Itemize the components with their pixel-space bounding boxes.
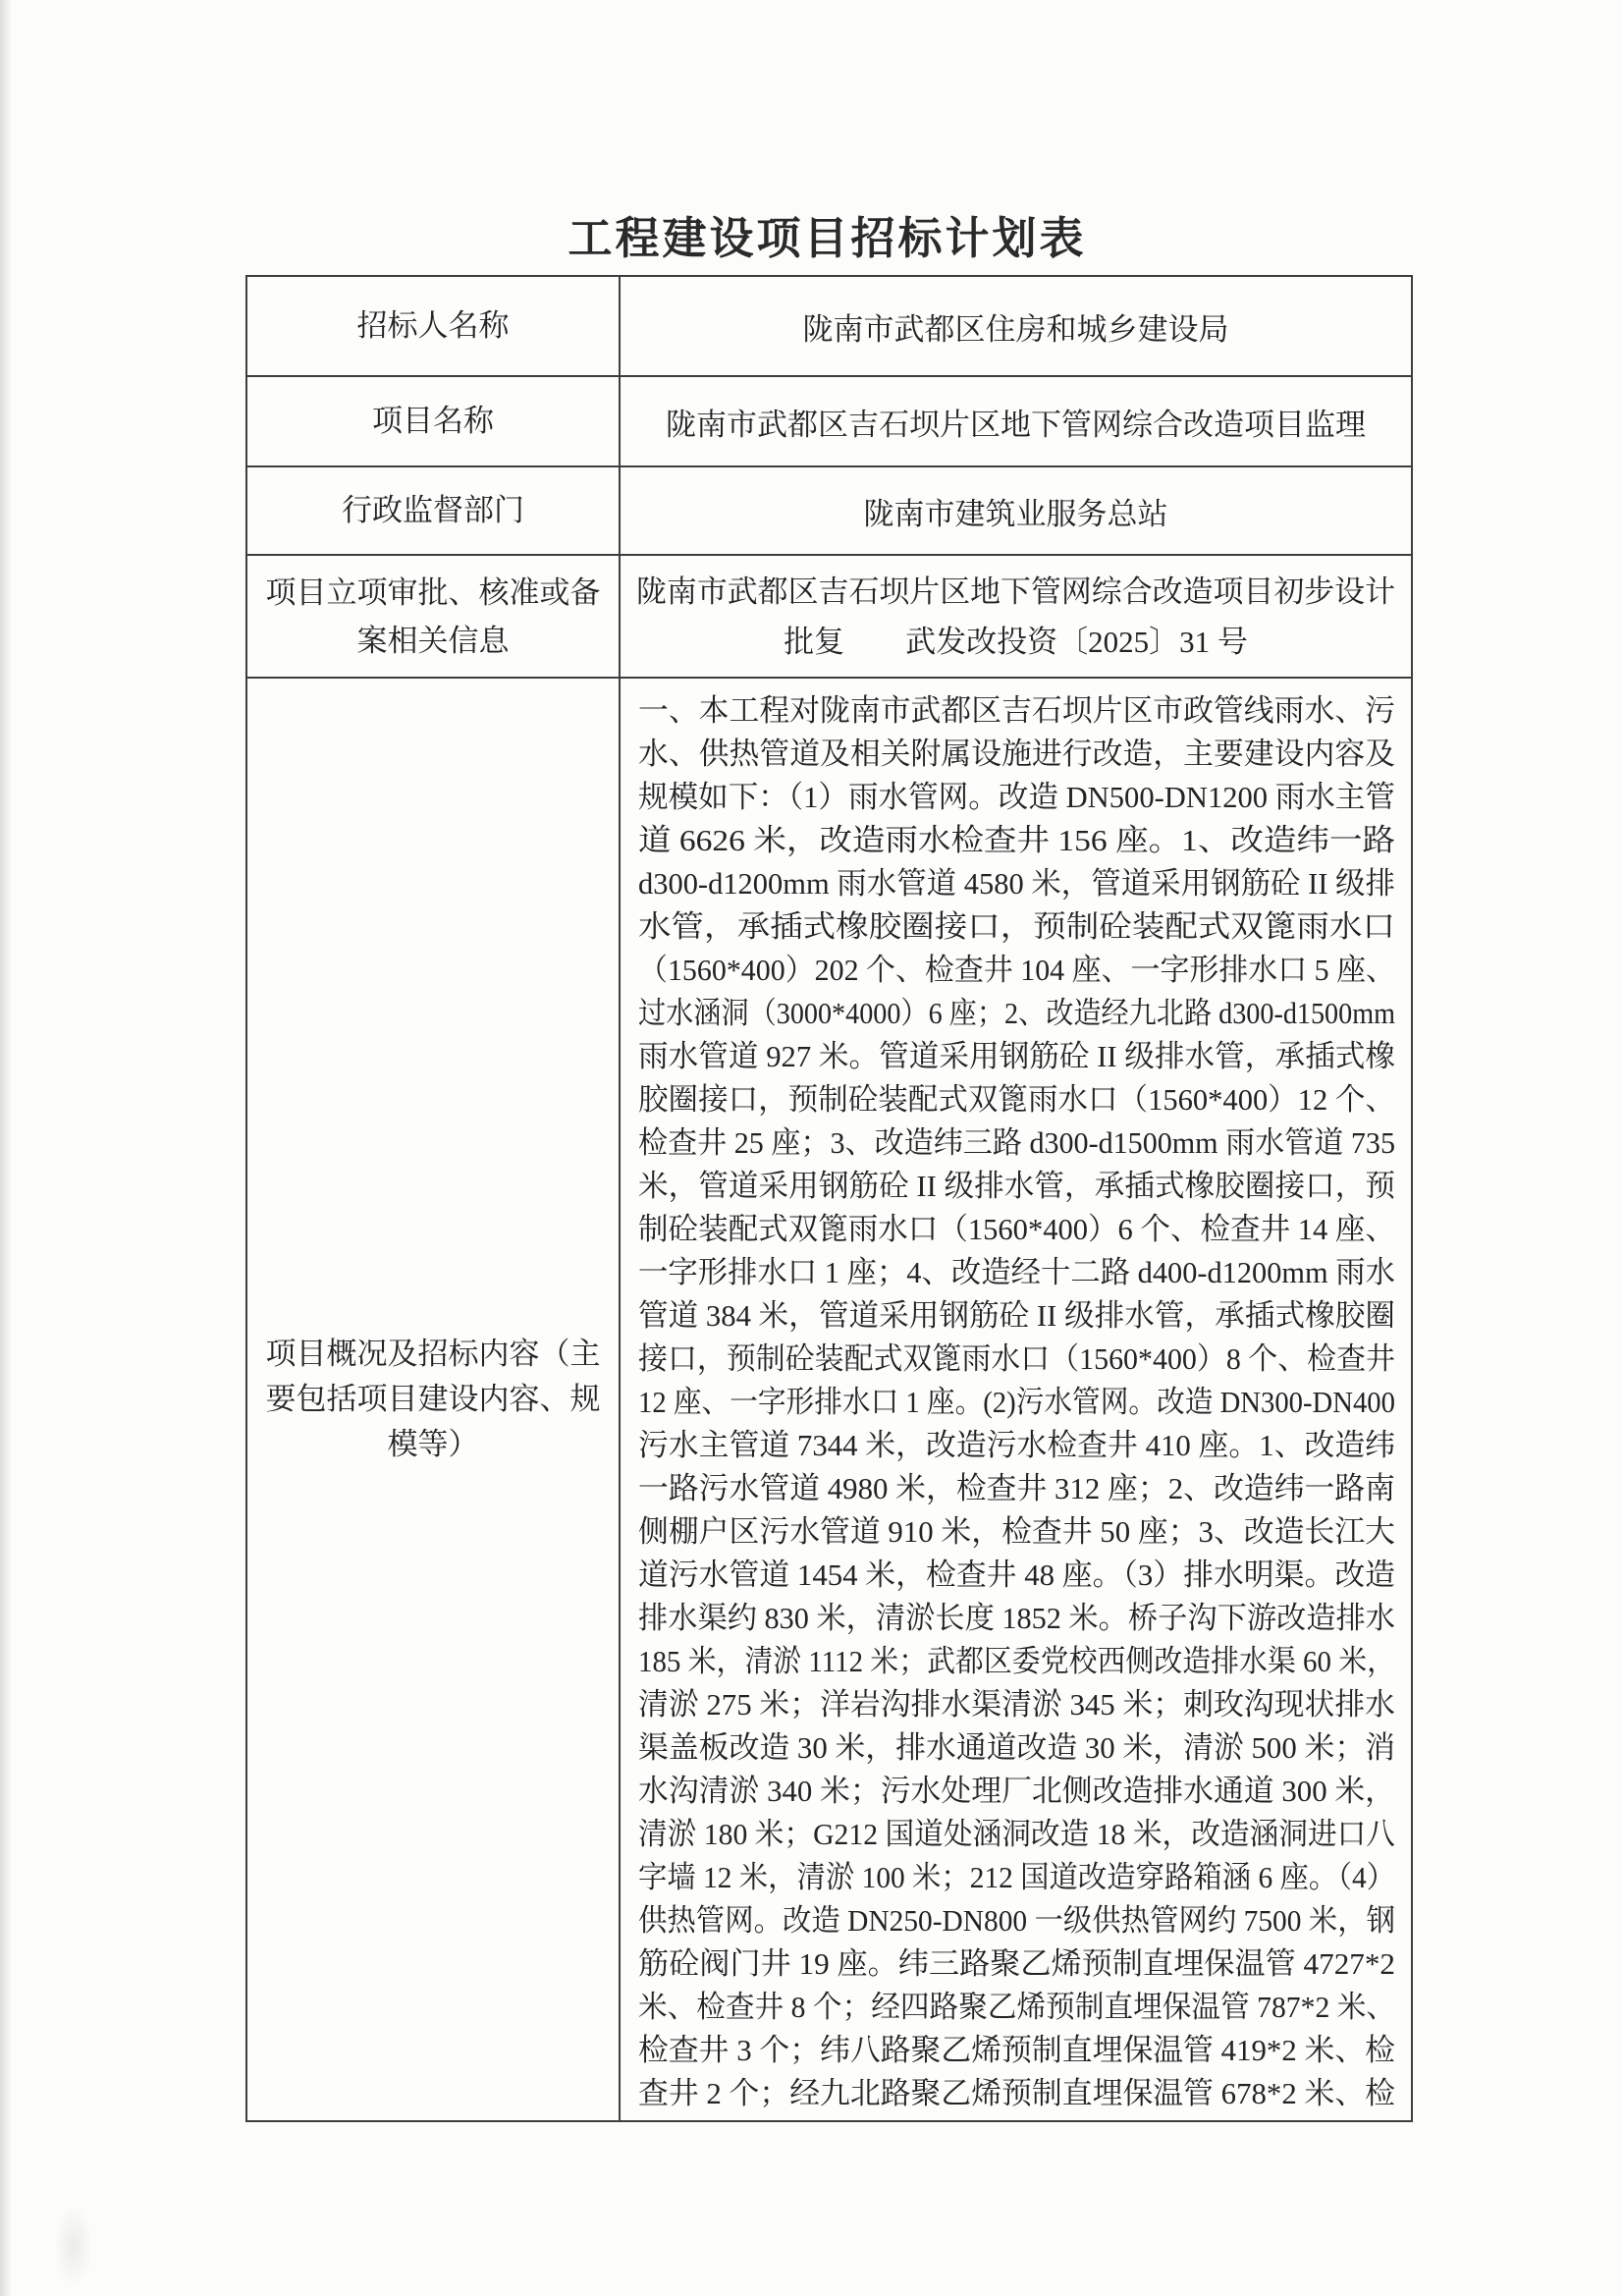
paragraph-line: 米，管道采用钢筋砼 II 级排水管，承插式橡胶圈接口，预 [638, 1169, 1395, 1203]
bidding-plan-table [245, 275, 1413, 2122]
project-overview-text [621, 679, 1411, 2120]
paragraph-line: 一路污水管道 4980 米，检查井 312 座；2、改造纬一路南 [638, 1471, 1395, 1505]
paragraph-line: 筋砼阀门井 19 座。纬三路聚乙烯预制直埋保温管 4727*2 [638, 1946, 1395, 1981]
paragraph-line: 管道 384 米，管道采用钢筋砼 II 级排水管，承插式橡胶圈 [638, 1298, 1395, 1333]
paragraph-line: d300-d1200mm 雨水管道 4580 米，管道采用钢筋砼 II 级排 [638, 866, 1395, 901]
paragraph-line: 过水涵洞（3000*4000）6 座；2、改造经九北路 d300-d1500mm [638, 996, 1395, 1030]
scan-edge-shadow [0, 0, 12, 2296]
paragraph-line: 12 座、一字形排水口 1 座。(2)污水管网。改造 DN300-DN400 [638, 1385, 1395, 1419]
paragraph-line: 检查井 3 个；纬八路聚乙烯预制直埋保温管 419*2 米、检 [638, 2033, 1395, 2067]
label-line: 模等） [387, 1427, 479, 1461]
paragraph-line: 道 6626 米，改造雨水检查井 156 座。1、改造纬一路 [638, 823, 1395, 857]
label-line: 项目立项审批、核准或备 [265, 574, 601, 610]
paragraph-line: 检查井 25 座；3、改造纬三路 d300-d1500mm 雨水管道 735 [638, 1125, 1395, 1160]
table-row-approval-info [247, 554, 1411, 677]
row-value-project-name: 陇南市武都区吉石坝片区地下管网综合改造项目监理 [666, 407, 1366, 442]
row-value-bidder-name: 陇南市武都区住房和城乡建设局 [802, 311, 1229, 347]
paragraph-line: 接口，预制砼装配式双篦雨水口（1560*400）8 个、检查井 [638, 1341, 1395, 1376]
row-value-approval-info [621, 556, 1411, 677]
paragraph-line: 水管，承插式橡胶圈接口，预制砼装配式双篦雨水口 [638, 909, 1395, 944]
label-line: 案相关信息 [356, 623, 510, 658]
paragraph-line: 排水渠约 830 米，清淤长度 1852 米。桥子沟下游改造排水 [638, 1601, 1395, 1635]
paragraph-line: 一字形排水口 1 座；4、改造经十二路 d400-d1200mm 雨水 [638, 1255, 1395, 1289]
table-row-project-name [247, 375, 1411, 465]
row-label-project-overview [247, 679, 621, 2120]
label-line: 项目概况及招标内容（主 [265, 1337, 601, 1371]
paragraph-line: 清淤 275 米；洋岩沟排水渠清淤 345 米；刺玫沟现状排水 [638, 1687, 1395, 1722]
page-title: 工程建设项目招标计划表 [568, 214, 1087, 263]
row-label-project-name: 项目名称 [247, 377, 621, 465]
paragraph-line: 米、检查井 8 个；经四路聚乙烯预制直埋保温管 787*2 米、 [638, 1990, 1395, 2024]
scan-smudge [54, 2205, 93, 2288]
table-row-bidder-name [247, 277, 1411, 375]
paragraph-line: 185 米，清淤 1112 米；武都区委党校西侧改造排水渠 60 米， [638, 1644, 1395, 1678]
paragraph-line: （1560*400）202 个、检查井 104 座、一字形排水口 5 座、 [638, 953, 1395, 987]
paragraph-line: 侧棚户区污水管道 910 米，检查井 50 座；3、改造长江大 [638, 1514, 1395, 1549]
row-label-bidder-name: 招标人名称 [247, 277, 621, 375]
paragraph-line: 字墙 12 米，清淤 100 米；212 国道改造穿路箱涵 6 座。（4） [638, 1860, 1395, 1894]
row-label-supervision-dept: 行政监督部门 [247, 467, 621, 554]
paragraph-line: 渠盖板改造 30 米，排水通道改造 30 米，清淤 500 米；消 [638, 1730, 1395, 1765]
paragraph-line: 水沟清淤 340 米；污水处理厂北侧改造排水通道 300 米， [638, 1774, 1395, 1808]
paragraph-line: 胶圈接口，预制砼装配式双篦雨水口（1560*400）12 个、 [638, 1082, 1395, 1117]
paragraph-line: 规模如下：（1）雨水管网。改造 DN500-DN1200 雨水主管 [638, 780, 1395, 814]
paragraph-line: 供热管网。改造 DN250-DN800 一级供热管网约 7500 米，钢 [638, 1903, 1395, 1938]
paragraph-line: 制砼装配式双篦雨水口（1560*400）6 个、检查井 14 座、 [638, 1212, 1395, 1246]
table-row-supervision-dept [247, 465, 1411, 554]
paragraph-line: 水、供热管道及相关附属设施进行改造，主要建设内容及 [638, 737, 1395, 771]
label-line: 要包括项目建设内容、规 [265, 1382, 601, 1416]
row-label-approval-info [247, 556, 621, 677]
paragraph-line: 污水主管道 7344 米，改造污水检查井 410 座。1、改造纬 [638, 1428, 1395, 1462]
table-row-project-overview [247, 677, 1411, 2120]
paragraph-line: 查井 2 个；经九北路聚乙烯预制直埋保温管 678*2 米、检 [638, 2076, 1395, 2110]
paragraph-line: 雨水管道 927 米。管道采用钢筋砼 II 级排水管，承插式橡 [638, 1039, 1395, 1073]
paragraph-line: 清淤 180 米；G212 国道处涵洞改造 18 米，改造涵洞进口八 [638, 1817, 1395, 1851]
paragraph-line: 道污水管道 1454 米，检查井 48 座。（3）排水明渠。改造 [638, 1558, 1395, 1592]
row-value-supervision-dept: 陇南市建筑业服务总站 [863, 496, 1168, 531]
paragraph-line: 一、本工程对陇南市武都区吉石坝片区市政管线雨水、污 [638, 693, 1395, 728]
approval-doc-number: 批复 武发改投资〔2025〕31 号 [784, 624, 1248, 659]
approval-line: 陇南市武都区吉石坝片区地下管网综合改造项目初步设计 [636, 574, 1395, 609]
